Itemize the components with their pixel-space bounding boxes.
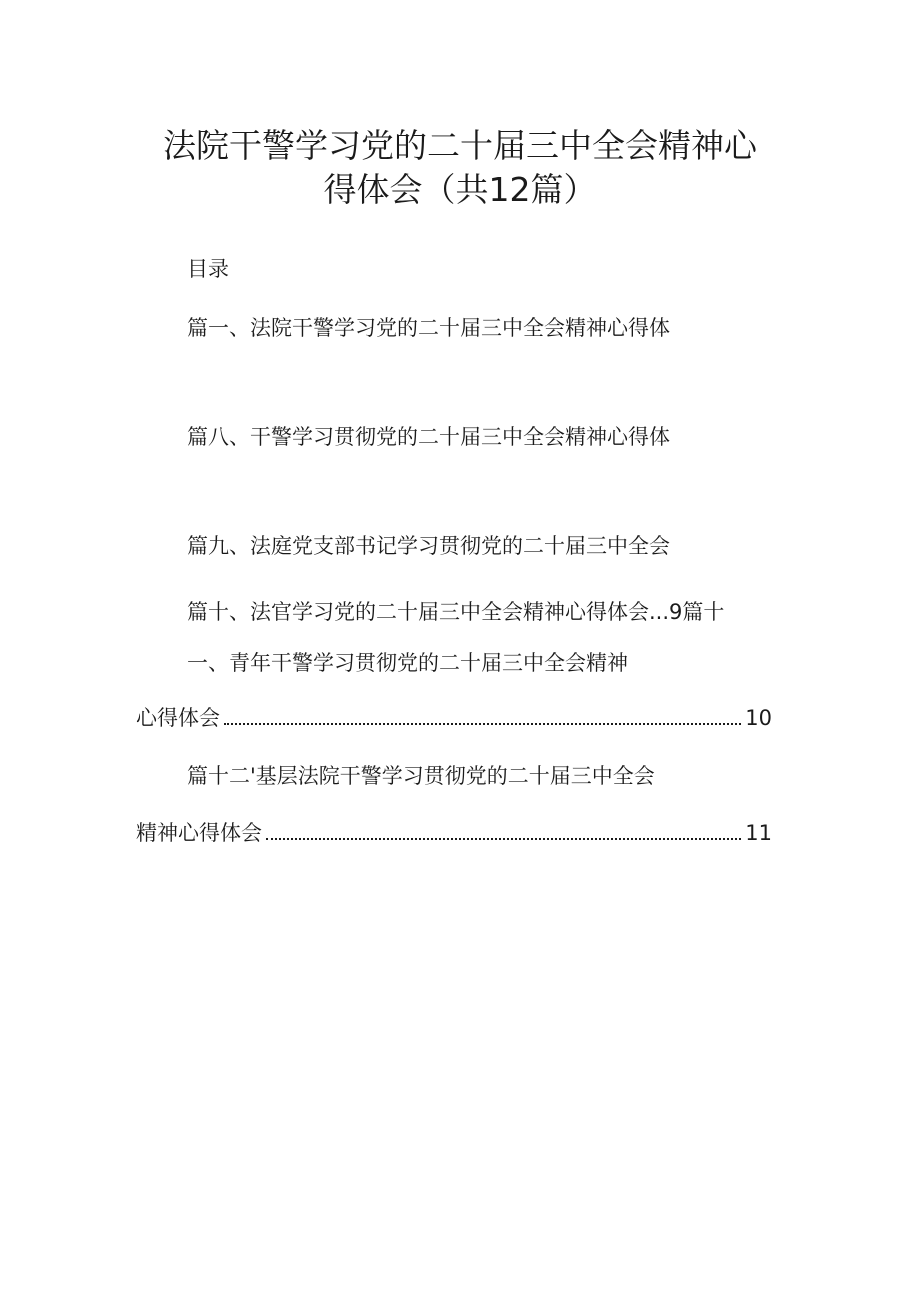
dot-leader <box>266 838 741 840</box>
document-title-line-1: 法院干警学习党的二十届三中全会精神心 <box>163 126 757 165</box>
toc-entry-with-page[interactable] <box>136 703 772 733</box>
toc-entry[interactable]: 篇十二'基层法院干警学习贯彻党的二十届三中全会 <box>187 764 655 788</box>
document-title-line-2: 得体会（共12篇） <box>323 170 597 209</box>
dot-leader <box>224 723 741 725</box>
toc-entry-with-page[interactable] <box>136 818 772 848</box>
toc-heading: 目录 <box>187 257 229 281</box>
toc-entry-text: 心得体会 <box>136 706 220 730</box>
toc-page-number: 10 <box>745 706 772 730</box>
toc-entry-text: 精神心得体会 <box>136 821 262 845</box>
toc-page-number: 11 <box>745 821 772 845</box>
toc-entry[interactable]: 篇九、法庭党支部书记学习贯彻党的二十届三中全会 <box>187 534 670 558</box>
toc-entry[interactable]: 篇一、法院干警学习党的二十届三中全会精神心得体 <box>187 316 670 340</box>
toc-entry[interactable]: 篇十、法官学习党的二十届三中全会精神心得体会...9篇十 <box>187 600 725 624</box>
toc-entry-continuation[interactable]: 一、青年干警学习贯彻党的二十届三中全会精神 <box>187 651 628 675</box>
toc-entry[interactable]: 篇八、干警学习贯彻党的二十届三中全会精神心得体 <box>187 425 670 449</box>
